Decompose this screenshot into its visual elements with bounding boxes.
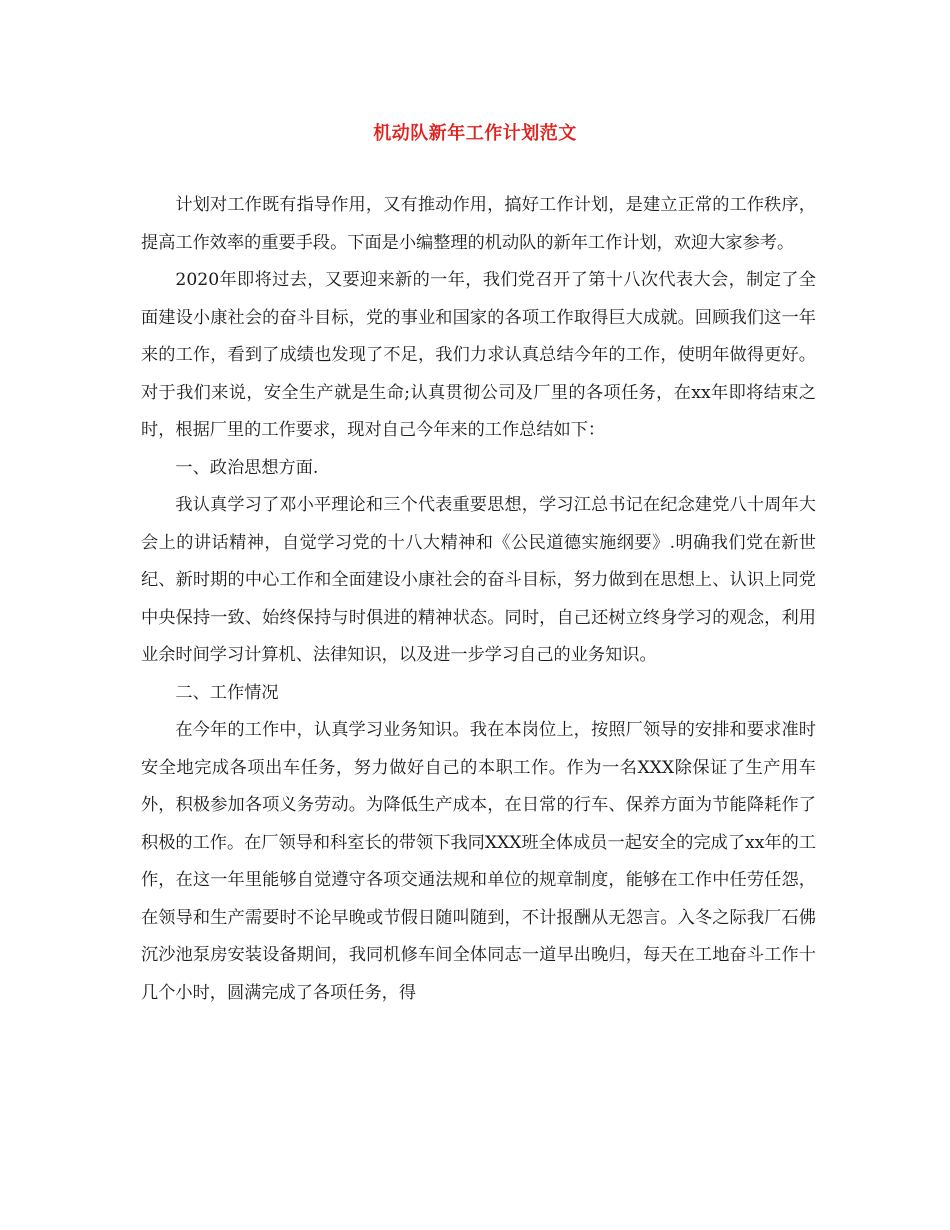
paragraph-intro: 计划对工作既有指导作用，又有推动作用，搞好工作计划，是建立正常的工作秩序，提高工作效率的重要手段。下面是小编整理的机动队的新年工作计划，欢迎大家参考。 <box>141 195 816 253</box>
paragraph-overview: 2020年即将过去，又要迎来新的一年，我们党召开了第十八次代表大会，制定了全面建设小康社会的奋斗目标，党的事业和国家的各项工作取得巨大成就。回顾我们这一年来的工作，看到了成绩也发现了不足，我们力求认真总结今年的工作，使明年做得更好。对于我们来说，安全生产就是生命;认真贯彻公司及厂里的各项任务，在xx年即将结束之时，根据厂里的工作要求，现对自己今年来的工作总结如下： <box>141 270 816 440</box>
section-heading-political: 一、政治思想方面. <box>175 457 319 478</box>
document-body <box>141 187 816 1012</box>
paragraph-political: 我认真学习了邓小平理论和三个代表重要思想，学习江总书记在纪念建党八十周年大会上的讲话精神，自觉学习党的十八大精神和《公民道德实施纲要》.明确我们党在新世纪、新时期的中心工作和全面建设小康社会的奋斗目标，努力做到在思想上、认识上同党中央保持一致、始终保持与时俱进的精神状态。同时，自己还树立终身学习的观念，利用业余时间学习计算机、法律知识，以及进一步学习自己的业务知识。 <box>141 495 816 665</box>
document-title: 机动队新年工作计划范文 <box>373 123 577 144</box>
section-heading-work: 二、工作情况 <box>175 682 279 703</box>
paragraph-work: 在今年的工作中，认真学习业务知识。我在本岗位上，按照厂领导的安排和要求准时安全地完成各项出车任务，努力做好自己的本职工作。作为一名XXX除保证了生产用车外，积极参加各项义务劳动。为降低生产成本，在日常的行车、保养方面为节能降耗作了积极的工作。在厂领导和科室长的带领下我同XXX班全体成员一起安全的完成了xx年的工作，在这一年里能够自觉遵守各项交通法规和单位的规章制度，能够在工作中任劳任怨，在领导和生产需要时不论早晚或节假日随叫随到，不计报酬从无怨言。入冬之际我厂石佛沉沙池泵房安装设备期间，我同机修车间全体同志一道早出晚归，每天在工地奋斗工作十几个小时，圆满完成了各项任务，得 <box>141 720 816 1003</box>
